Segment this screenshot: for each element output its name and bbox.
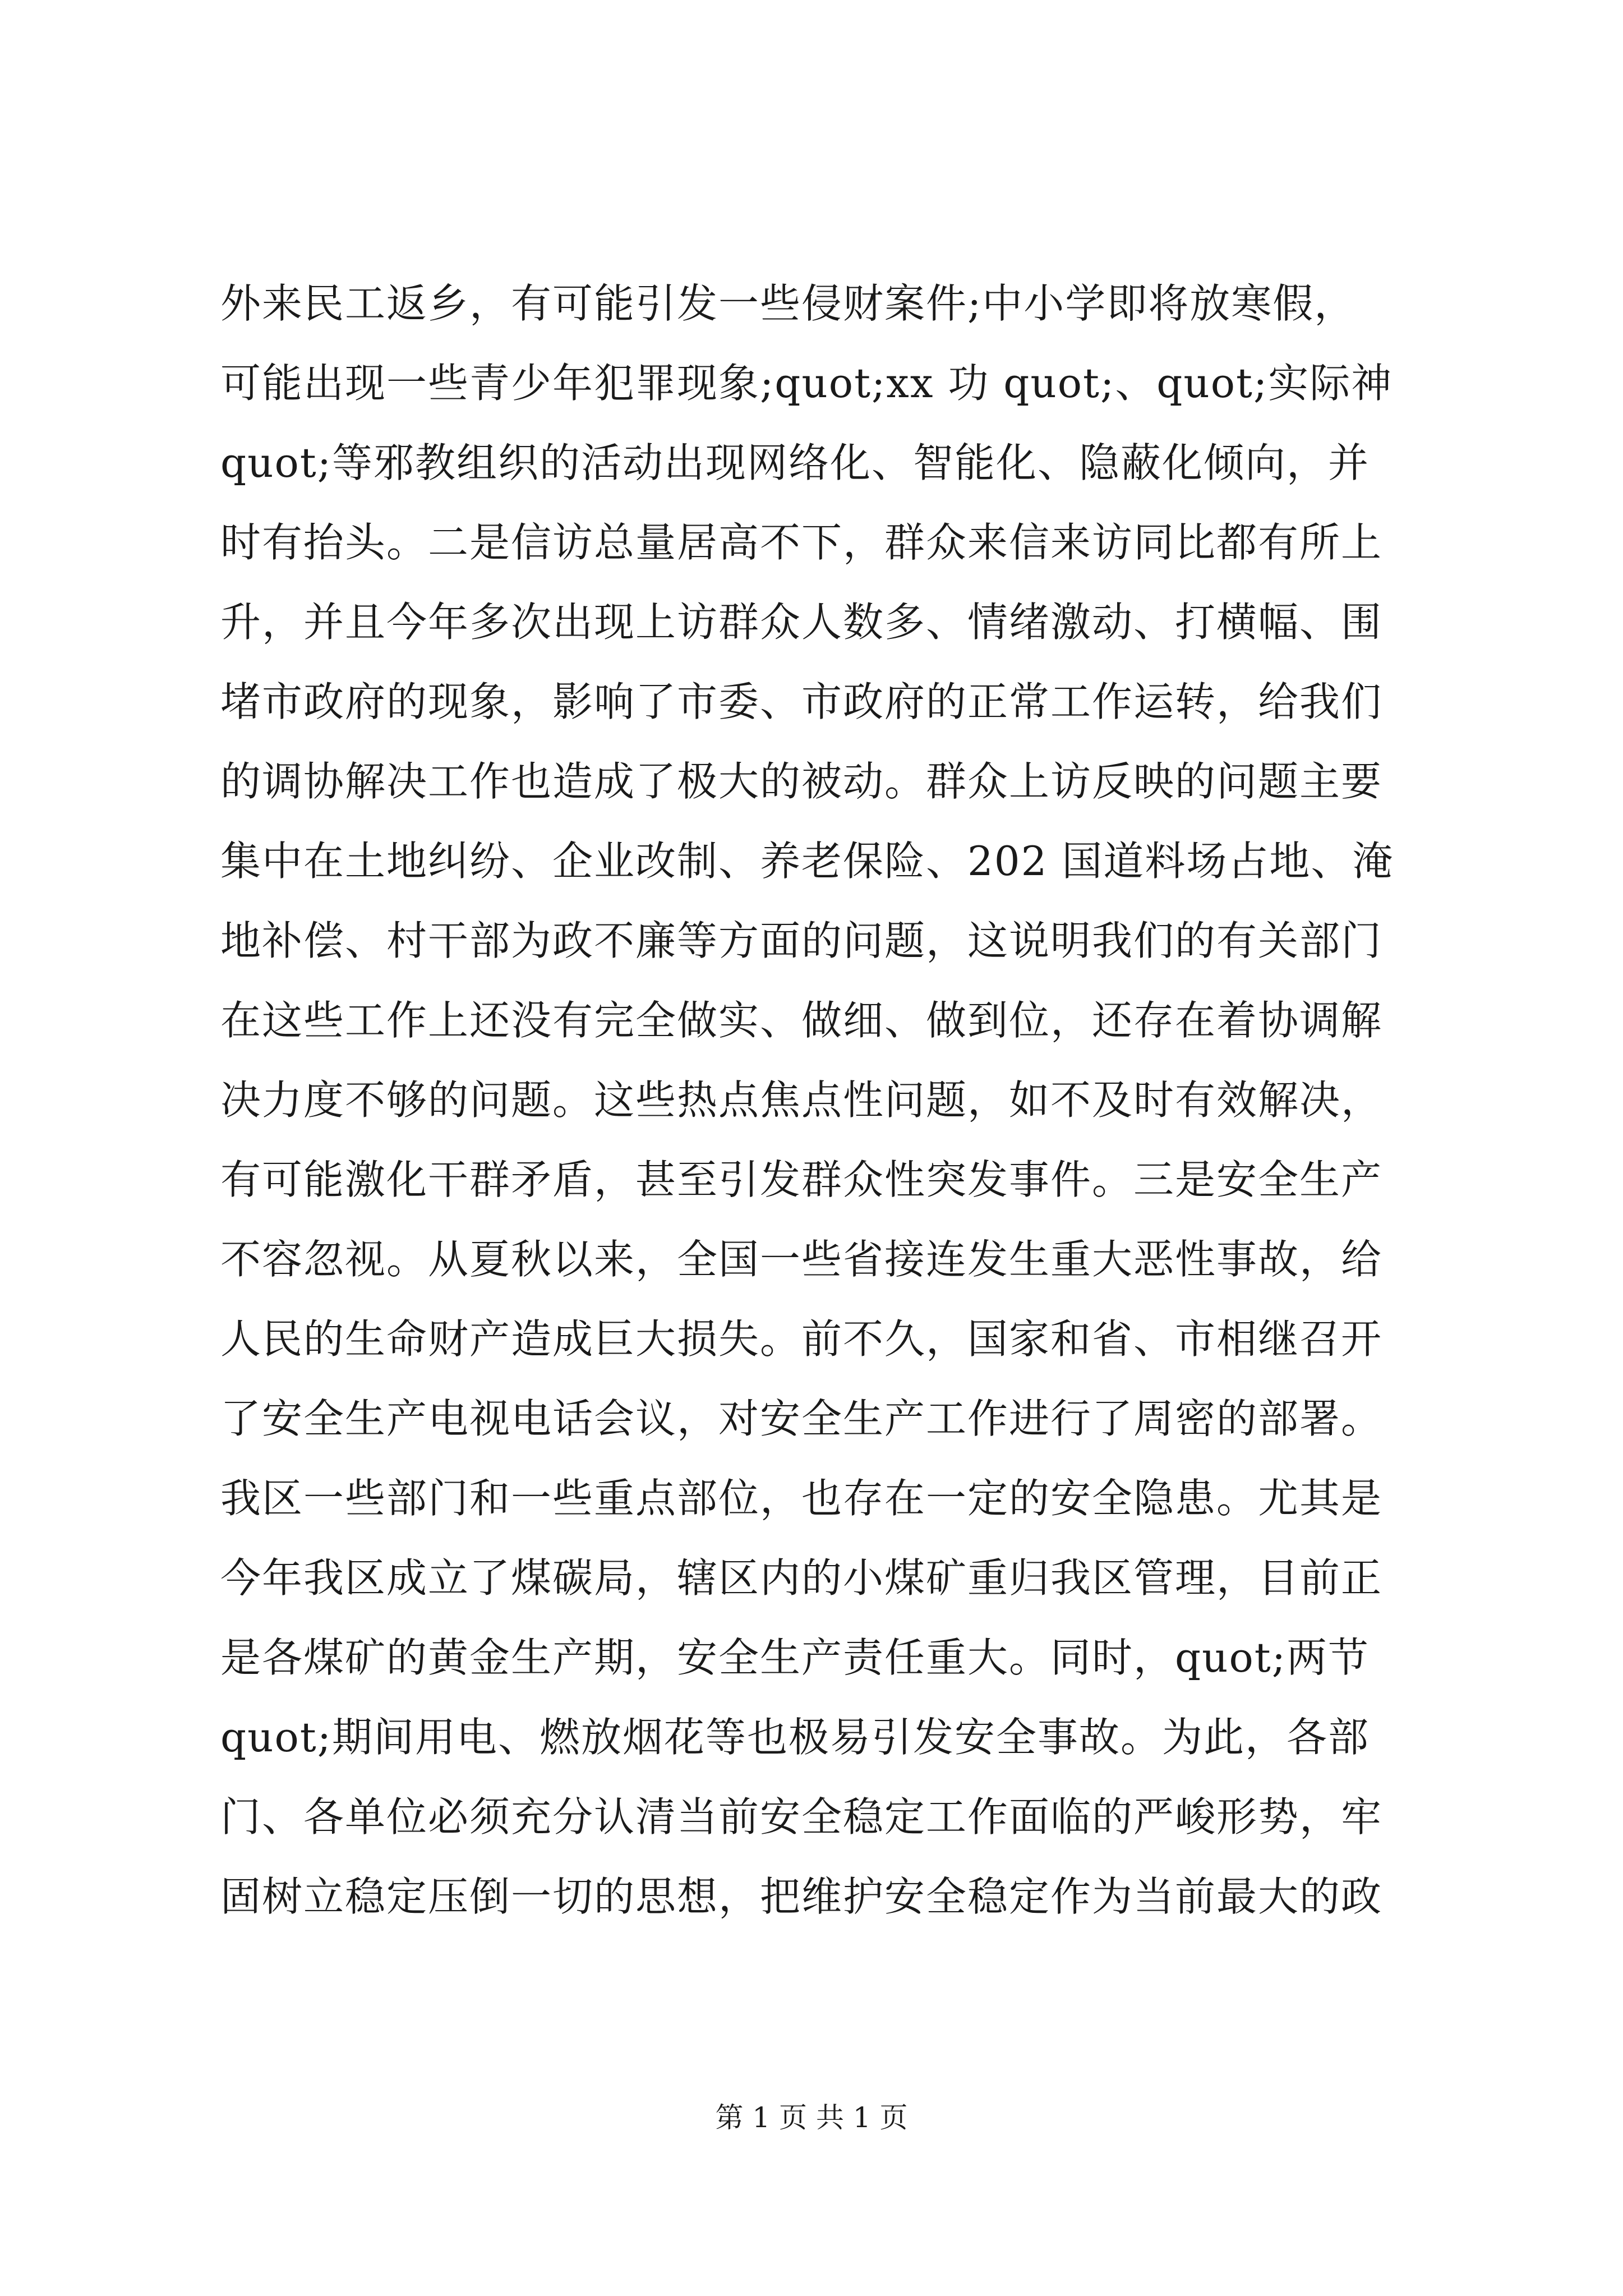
text-line: 时有抬头。二是信访总量居高不下，群众来信来访同比都有所上 [220,519,1383,566]
text-line: 我区一些部门和一些重点部位，也存在一定的安全隐患。尤其是 [220,1475,1383,1522]
text-line: 不容忽视。从夏秋以来，全国一些省接连发生重大恶性事故，给 [220,1236,1383,1283]
text-line: 了安全生产电视电话会议，对安全生产工作进行了周密的部署。 [220,1395,1383,1442]
text-line: 集中在土地纠纷、企业改制、养老保险、202 国道料场占地、淹 [220,838,1394,885]
text-line: 门、各单位必须充分认清当前安全稳定工作面临的严峻形势，牢 [220,1793,1383,1841]
text-line: 今年我区成立了煤碳局，辖区内的小煤矿重归我区管理，目前正 [220,1554,1383,1602]
text-line: 决力度不够的问题。这些热点焦点性问题，如不及时有效解决， [220,1076,1383,1124]
page-number-label: 第 1 页 共 1 页 [715,2101,908,2134]
text-line: quot;期间用电、燃放烟花等也极易引发安全事故。为此，各部 [220,1714,1370,1761]
text-line: 的调协解决工作也造成了极大的被动。群众上访反映的问题主要 [220,758,1383,805]
text-line: 有可能激化干群矛盾，甚至引发群众性突发事件。三是安全生产 [220,1156,1383,1203]
text-line: quot;等邪教组织的活动出现网络化、智能化、隐蔽化倾向，并 [220,439,1370,486]
page-footer [0,2095,1623,2136]
text-line: 在这些工作上还没有完全做实、做细、做到位，还存在着协调解 [220,997,1383,1044]
text-line: 升，并且今年多次出现上访群众人数多、情绪激动、打横幅、围 [220,599,1383,646]
text-line: 可能出现一些青少年犯罪现象;quot;xx 功 quot;、quot;实际神 [220,360,1393,407]
text-line: 是各煤矿的黄金生产期，安全生产责任重大。同时，quot;两节 [220,1634,1370,1681]
body-text [220,264,1432,1936]
text-line: 堵市政府的现象，影响了市委、市政府的正常工作运转，给我们 [220,678,1383,725]
text-line: 人民的生命财产造成巨大损失。前不久，国家和省、市相继召开 [220,1315,1383,1363]
text-line: 地补偿、村干部为政不廉等方面的问题，这说明我们的有关部门 [220,917,1383,964]
text-line: 固树立稳定压倒一切的思想，把维护安全稳定作为当前最大的政 [220,1873,1383,1920]
text-line: 外来民工返乡，有可能引发一些侵财案件;中小学即将放寒假， [220,280,1356,327]
